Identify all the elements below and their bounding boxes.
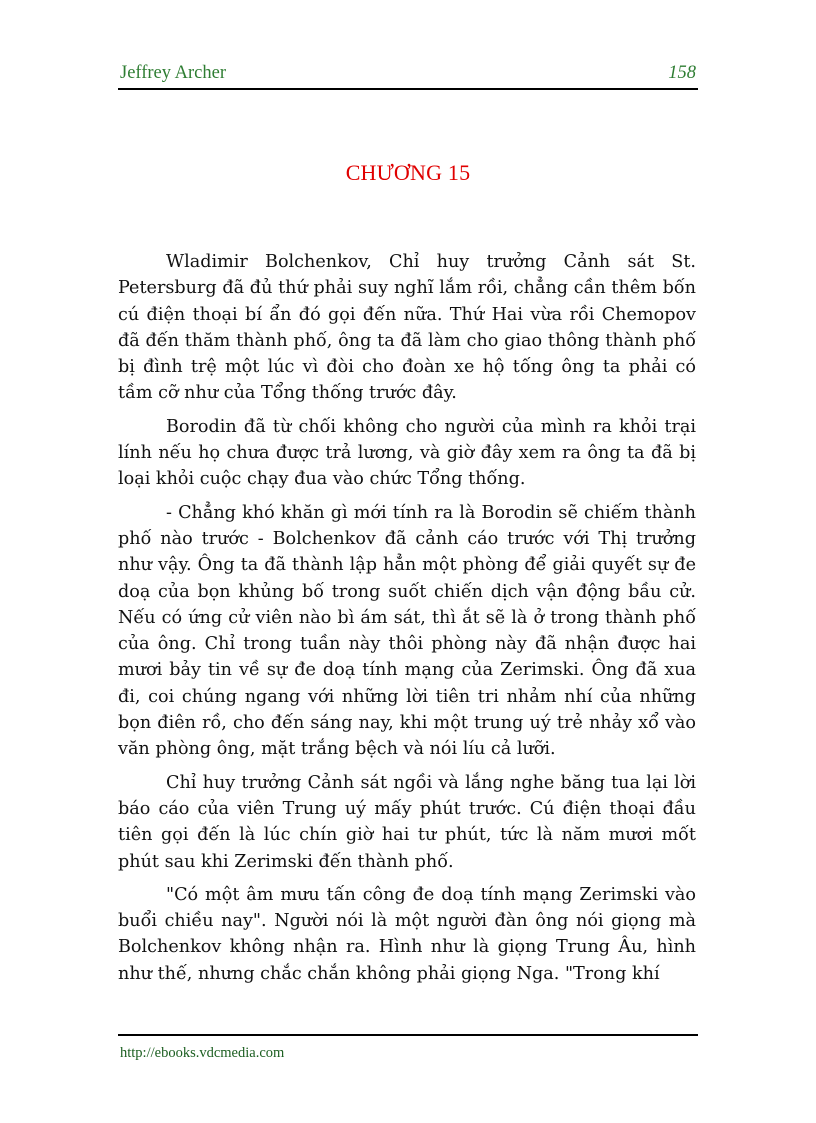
paragraph: Chỉ huy trưởng Cảnh sát ngồi và lắng nghe băng tua lại lời báo cáo của viên Trung uý mấy phút trước. Cú điện thoại đầu tiên gọi đến là lúc chín giờ hai tư phút, tức là năm mươi mốt phút sau khi Zerimski đến thành phố. [118,772,696,872]
page-number: 158 [668,63,696,83]
chapter-title: CHƯƠNG 15 [345,160,471,185]
paragraph: "Có một âm mưu tấn công đe doạ tính mạng Zerimski vào buổi chiều nay". Người nói là một người đàn ông nói giọng mà Bolchenkov không nhận ra. Hình như là giọng Trung Âu, hình như thế, nhưng chắc chắn không phải giọng Nga. "Trong khí [118,884,696,984]
page-header [118,62,698,90]
chapter-body [118,249,696,994]
paragraph: Borodin đã từ chối không cho người của mình ra khỏi trại lính nếu họ chưa được trả lương, và giờ đây xem ra ông ta đã bị loại khỏi cuộc chạy đua vào chức Tổng thống. [118,416,696,490]
paragraph: - Chẳng khó khăn gì mới tính ra là Borodin sẽ chiếm thành phố nào trước - Bolchenkov đã cảnh cáo trước với Thị trưởng như vậy. Ông ta đã thành lập hẳn một phòng để giải quyết sự đe doạ của bọn khủng bố trong suốt chiến dịch vận động bầu cử. Nếu có ứng cử viên nào bì ám sát, thì ắt sẽ là ở trong thành phố của ông. Chỉ trong tuần này thôi phòng này đã nhận được hai mươi bảy tin về sự đe doạ tính mạng của Zerimski. Ông đã xua đi, coi chúng ngang với những lời tiên tri nhảm nhí của những bọn điên rồ, cho đến sáng nay, khi một trung uý trẻ nhảy xổ vào văn phòng ông, mặt trắng bệch và nói líu cả lưỡi. [118,502,696,760]
paragraph: Wladimir Bolchenkov, Chỉ huy trưởng Cảnh sát St. Petersburg đã đủ thứ phải suy nghĩ lắm rồi, chẳng cần thêm bốn cú điện thoại bí ẩn đó gọi đến nữa. Thứ Hai vừa rồi Chemopov đã đến thăm thành phố, ông ta đã làm cho giao thông thành phố bị đình trệ một lúc vì đòi cho đoàn xe hộ tống ông ta phải có tầm cỡ như của Tổng thống trước đây. [118,252,696,404]
footer-url: http://ebooks.vdcmedia.com [120,1045,285,1061]
book-author: Jeffrey Archer [120,63,226,83]
page-footer [118,1034,698,1062]
